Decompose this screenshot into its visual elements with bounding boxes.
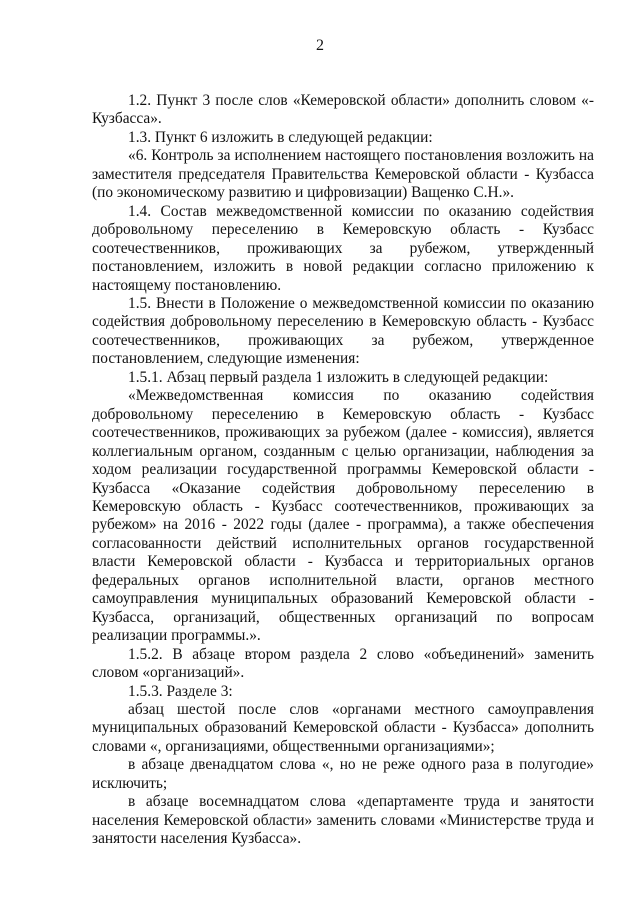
paragraph-1-5-3-item-1: абзац шестой после слов «органами местного самоуправления муниципальных образований Кемеровской области - Кузбасса» дополнить словами «, организациями, общественными организациями»; xyxy=(92,700,594,755)
paragraph-1-5-3-item-2: в абзаце двенадцатом слова «, но не реже одного раза в полугодие» исключить; xyxy=(92,756,594,792)
paragraph-1-5-3: 1.5.3. Разделе 3: xyxy=(128,682,233,700)
paragraph-1-5-2: 1.5.2. В абзаце втором раздела 2 слово «объединений» заменить словом «организаций». xyxy=(92,645,594,682)
paragraph-1-3-text: «6. Контроль за исполнением настоящего постановления возложить на заместителя председателя Правительства Кемеровской области - Кузбасса (по экономическому развитию и цифровизации) Ващенко С.Н.». xyxy=(92,147,594,202)
paragraph-1-4: 1.4. Состав межведомственной комиссии по оказанию содействия добровольному переселению в Кемеровскую область - Кузбасс соотечественников, проживающих за рубежом, утвержденный постановлением, изложить в новой редакции согласно приложению к настоящему постановлению. xyxy=(92,202,594,294)
document-body xyxy=(92,92,594,849)
page-number: 2 xyxy=(316,37,324,54)
paragraph-1-2: 1.2. Пункт 3 после слов «Кемеровской области» дополнить словом «- Кузбасса». xyxy=(92,92,594,128)
paragraph-1-5-1-text: «Межведомственная комиссия по оказанию содействия добровольному переселению в Кемеровскую область - Кузбасс соотечественников, проживающих за рубежом (далее - комиссия), является коллегиальным органом, созданным с целью организации, наблюдения за ходом реализации государственной программы Кемеровской области - Кузбасса «Оказание содействия добровольному переселению в Кемеровскую область - Кузбасс соотечественников, проживающих за рубежом» на 2016 - 2022 годы (далее - программа), а также обеспечения согласованности действий исполнительных органов государственной власти Кемеровской области - Кузбасса и территориальных органов федеральных органов исполнительной власти, органов местного самоуправления муниципальных образований Кемеровской области - Кузбасса, организаций, общественных организаций по вопросам реализации программы.». xyxy=(92,387,594,645)
paragraph-1-5: 1.5. Внести в Положение о межведомственной комиссии по оказанию содействия добровольному переселению в Кемеровскую область - Кузбасс соотечественников, проживающих за рубежом, утвержденное постановлением, следующие изменения: xyxy=(92,294,594,368)
paragraph-1-3: 1.3. Пункт 6 изложить в следующей редакции: xyxy=(128,128,433,146)
paragraph-1-5-3-item-3: в абзаце восемнадцатом слова «департаменте труда и занятости населения Кемеровской области» заменить словами «Министерстве труда и занятости населения Кузбасса». xyxy=(92,793,594,848)
paragraph-1-5-1: 1.5.1. Абзац первый раздела 1 изложить в следующей редакции: xyxy=(128,368,549,386)
